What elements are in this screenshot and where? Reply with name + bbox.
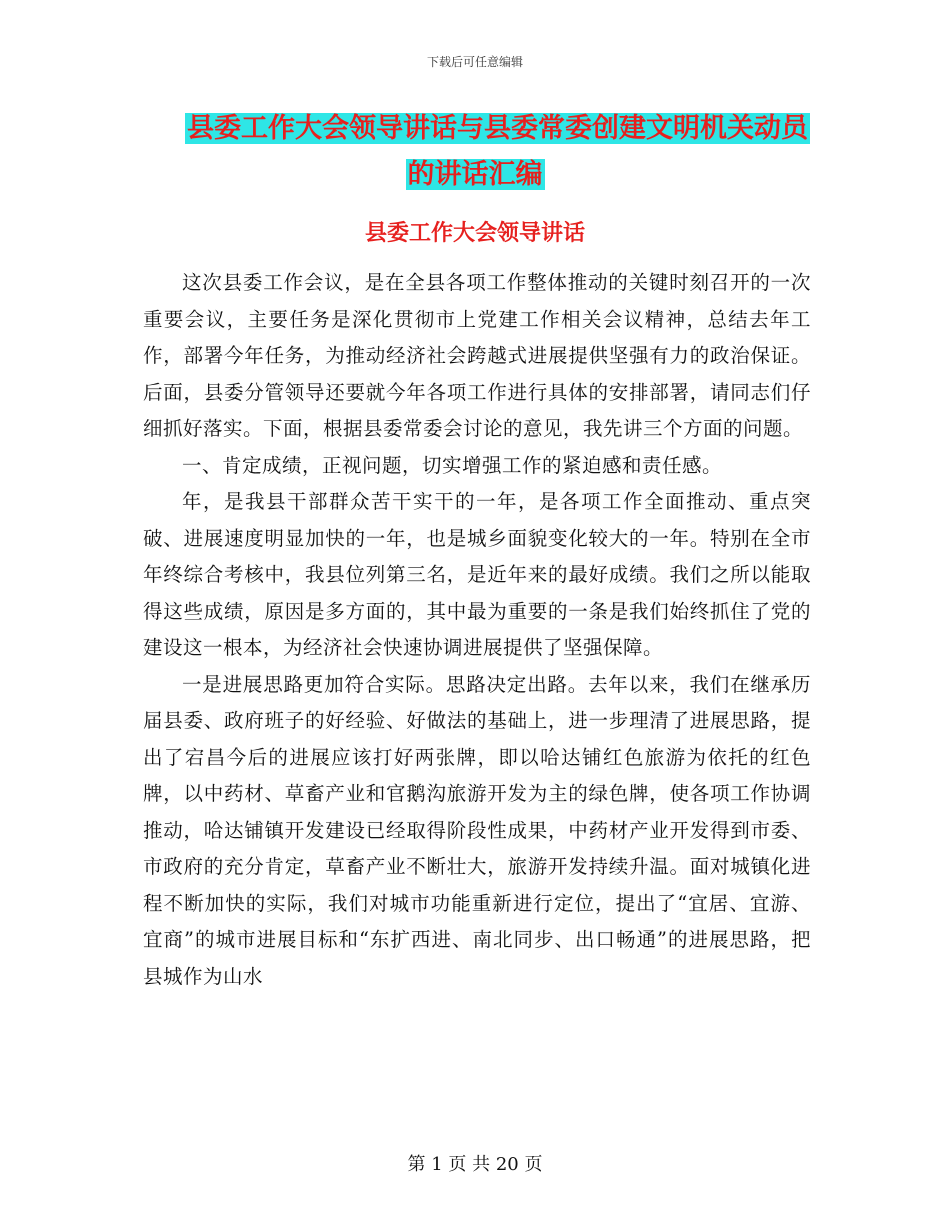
document-title-line-1: 县委工作大会领导讲话与县委常委创建文明机关动员 bbox=[187, 113, 808, 144]
section-heading: 县委工作大会领导讲话 bbox=[364, 221, 585, 246]
paragraph: 一、肯定成绩，正视问题，切实增强工作的紧迫感和责任感。 bbox=[182, 453, 723, 477]
page-footer: 第 1 页 共 20 页 bbox=[407, 1154, 543, 1175]
paragraph: 这次县委工作会议，是在全县各项工作整体推动的关键时刻召开的一次重要会议，主要任务是深化贯彻市上党建工作相关会议精神，总结去年工作，部署今年任务，为推动经济社会跨越式进展提供坚强有力的政治保证。后面，县委分管领导还要就今年各项工作进行具体的安排部署，请同志们仔细抓好落实。下面，根据县委常委会讨论的意见，我先讲三个方面的问题。 bbox=[143, 271, 811, 440]
document-title bbox=[0, 106, 950, 198]
paragraph: 年，是我县干部群众苦干实干的一年，是各项工作全面推动、重点突破、进展速度明显加快的一年，也是城乡面貌变化较大的一年。特别在全市年终综合考核中，我县位列第三名，是近年来的最好成绩。我们之所以能取得这些成绩，原因是多方面的，其中最为重要的一条是我们始终抓住了党的建设这一根本，为经济社会快速协调进展提供了坚强保障。 bbox=[143, 490, 811, 659]
body-text bbox=[143, 265, 811, 995]
paragraph: 一是进展思路更加符合实际。思路决定出路。去年以来，我们在继承历届县委、政府班子的好经验、好做法的基础上，进一步理清了进展思路，提出了宕昌今后的进展应该打好两张牌，即以哈达铺红色旅游为依托的红色牌，以中药材、草畜产业和官鹅沟旅游开发为主的绿色牌，使各项工作协调推动，哈达铺镇开发建设已经取得阶段性成果，中药材产业开发得到市委、市政府的充分肯定，草畜产业不断壮大，旅游开发持续升温。面对城镇化进程不断加快的实际，我们对城市功能重新进行定位，提出了“宜居、宜游、宜商”的城市进展目标和“东扩西进、南北同步、出口畅通”的进展思路，把县城作为山水 bbox=[143, 672, 811, 988]
document-title-line-2: 的讲话汇编 bbox=[407, 159, 543, 190]
header-note: 下载后可任意编辑 bbox=[426, 55, 523, 69]
